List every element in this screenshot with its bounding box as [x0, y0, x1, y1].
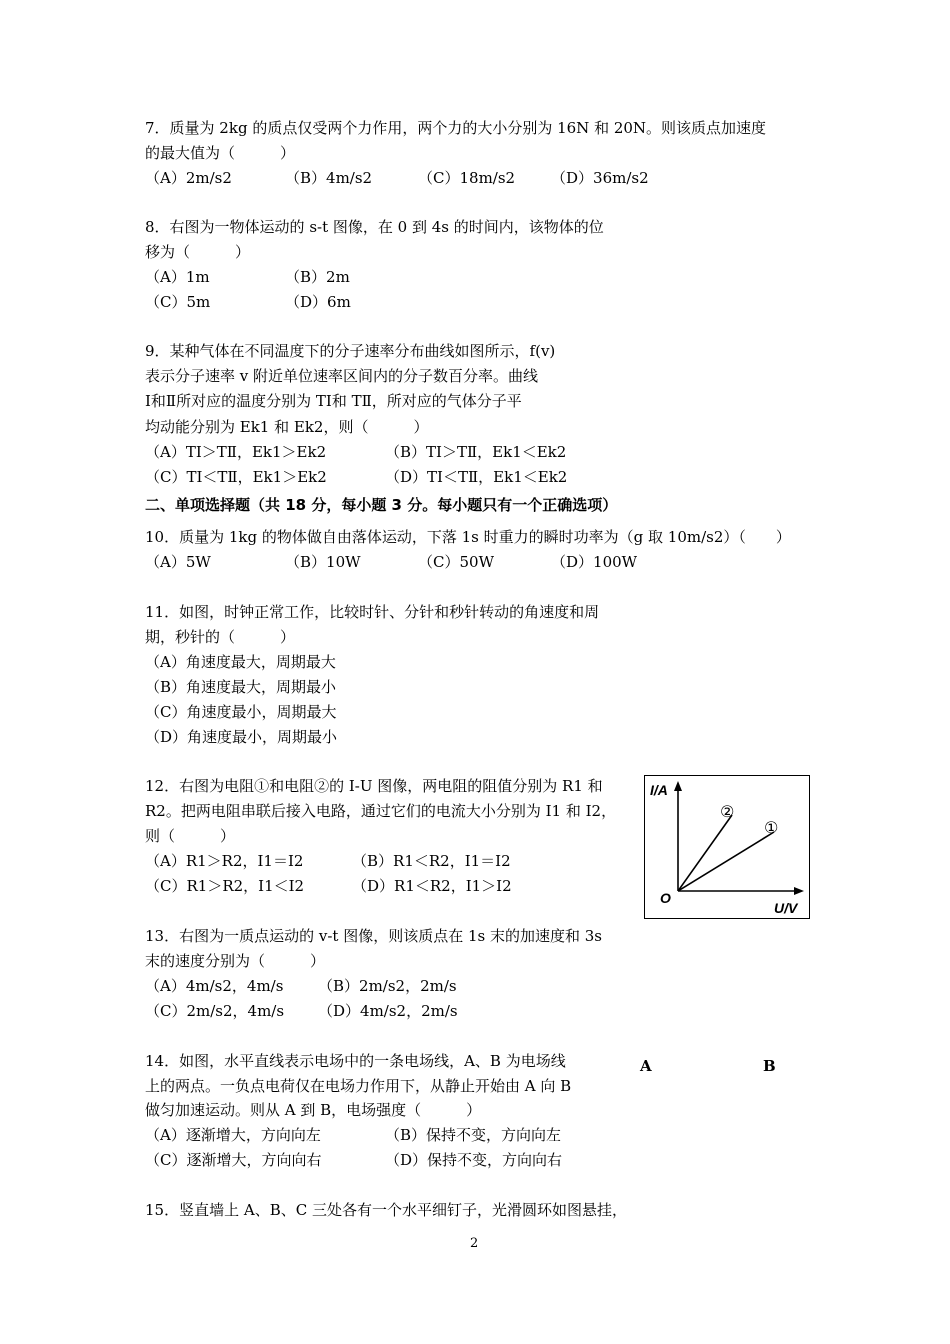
q9-option-a: （A）TⅠ＞TⅡ，Ek1＞Ek2 — [145, 443, 327, 461]
q13-option-b: （B）2m/s2，2m/s — [318, 977, 457, 995]
y-axis-label: I/A — [650, 782, 668, 798]
q8-option-d: （D）6m — [285, 293, 351, 311]
q8-stem-line2: 移为（ ） — [145, 243, 251, 261]
q12-stem-line3: 则（ ） — [145, 827, 236, 845]
q13-option-a: （A）4m/s2，4m/s — [145, 977, 284, 995]
q9-stem-line4: 均动能分别为 Ek1 和 Ek2，则（ ） — [145, 418, 429, 436]
q13-option-d: （D）4m/s2，2m/s — [318, 1002, 458, 1020]
q12-stem-line1: 12．右图为电阻①和电阻②的 I-U 图像，两电阻的阻值分别为 R1 和 — [145, 777, 603, 795]
q14-option-b: （B）保持不变，方向向左 — [385, 1126, 562, 1144]
q13-stem-line2: 末的速度分别为（ ） — [145, 952, 326, 970]
page-number: 2 — [470, 1236, 479, 1251]
q12-option-b: （B）R1＜R2，I1＝I2 — [352, 852, 511, 870]
q14-option-d: （D）保持不变，方向向右 — [385, 1151, 563, 1169]
q11-stem-line2: 期，秒针的（ ） — [145, 628, 296, 646]
q7-stem-line1: 7．质量为 2kg 的质点仅受两个力作用，两个力的大小分别为 16N 和 20N。则该质点加速度 — [145, 119, 767, 137]
q11-option-a: （A）角速度最大，周期最大 — [145, 653, 336, 671]
q9-stem-line2: 表示分子速率 v 附近单位速率区间内的分子数百分率。曲线 — [145, 367, 539, 385]
q8-option-a: （A）1m — [145, 268, 210, 286]
q9-stem-line3: Ⅰ和Ⅱ所对应的温度分别为 TⅠ和 TⅡ，所对应的气体分子平 — [145, 392, 522, 410]
curve-1-line — [678, 832, 774, 891]
q11-option-b: （B）角速度最大，周期最小 — [145, 678, 337, 696]
q13-stem-line1: 13．右图为一质点运动的 v-t 图像，则该质点在 1s 末的加速度和 3s — [145, 927, 602, 945]
q7-option-b: （B）4m/s2 — [285, 169, 373, 187]
y-axis-arrow — [674, 781, 682, 791]
q7-option-d: （D）36m/s2 — [551, 169, 649, 187]
field-line-point-a: A — [640, 1057, 652, 1075]
q8-stem-line1: 8．右图为一物体运动的 s-t 图像，在 0 到 4s 的时间内，该物体的位 — [145, 218, 604, 236]
iu-graph — [644, 775, 810, 919]
q10-option-b: （B）10W — [285, 553, 361, 571]
q14-stem-line3: 做匀加速运动。则从 A 到 B，电场强度（ ） — [145, 1101, 482, 1119]
q14-stem-line1: 14．如图，水平直线表示电场中的一条电场线，A、B 为电场线 — [145, 1052, 566, 1070]
q14-option-c: （C）逐渐增大，方向向右 — [145, 1151, 322, 1169]
q9-stem-line1: 9．某种气体在不同温度下的分子速率分布曲线如图所示，f(v) — [145, 342, 556, 360]
q11-option-d: （D）角速度最小，周期最小 — [145, 728, 338, 746]
field-line-point-b: B — [763, 1057, 776, 1075]
q12-option-d: （D）R1＜R2，I1＞I2 — [352, 877, 512, 895]
q12-option-c: （C）R1＞R2，I1＜I2 — [145, 877, 305, 895]
curve-2-line — [678, 815, 732, 891]
x-axis-arrow — [794, 887, 804, 895]
section-heading: 二、单项选择题（共 18 分，每小题 3 分。每小题只有一个正确选项） — [145, 496, 618, 514]
q10-option-a: （A）5W — [145, 553, 211, 571]
q9-option-b: （B）TⅠ＞TⅡ，Ek1＜Ek2 — [385, 443, 567, 461]
q7-option-a: （A）2m/s2 — [145, 169, 232, 187]
q15-stem-line1: 15．竖直墙上 A、B、C 三处各有一个水平细钉子，光滑圆环如图悬挂， — [145, 1201, 627, 1219]
q10-option-c: （C）50W — [418, 553, 494, 571]
x-axis-label: U/V — [774, 900, 798, 916]
q10-option-d: （D）100W — [551, 553, 638, 571]
q9-option-c: （C）TⅠ＜TⅡ，Ek1＞Ek2 — [145, 468, 327, 486]
curve-2-label: ② — [720, 802, 735, 821]
q8-option-c: （C）5m — [145, 293, 211, 311]
q12-option-a: （A）R1＞R2，I1＝I2 — [145, 852, 304, 870]
q10-stem-line1: 10．质量为 1kg 的物体做自由落体运动，下落 1s 时重力的瞬时功率为（g 取 10m/s2）（ ） — [145, 528, 791, 546]
q11-stem-line1: 11．如图，时钟正常工作，比较时针、分针和秒针转动的角速度和周 — [145, 603, 600, 621]
q7-stem-line2: 的最大值为（ ） — [145, 144, 296, 162]
q14-option-a: （A）逐渐增大，方向向左 — [145, 1126, 321, 1144]
q14-stem-line2: 上的两点。一负点电荷仅在电场力作用下，从静止开始由 A 向 B — [145, 1077, 572, 1095]
q12-stem-line2: R2。把两电阻串联后接入电路，通过它们的电流大小分别为 I1 和 I2， — [145, 802, 617, 820]
curve-1-label: ① — [764, 818, 779, 837]
q8-option-b: （B）2m — [285, 268, 350, 286]
q7-option-c: （C）18m/s2 — [418, 169, 516, 187]
origin-label: O — [660, 890, 671, 906]
q13-option-c: （C）2m/s2，4m/s — [145, 1002, 285, 1020]
q9-option-d: （D）TⅠ＜TⅡ，Ek1＜Ek2 — [385, 468, 568, 486]
q11-option-c: （C）角速度最小，周期最大 — [145, 703, 337, 721]
